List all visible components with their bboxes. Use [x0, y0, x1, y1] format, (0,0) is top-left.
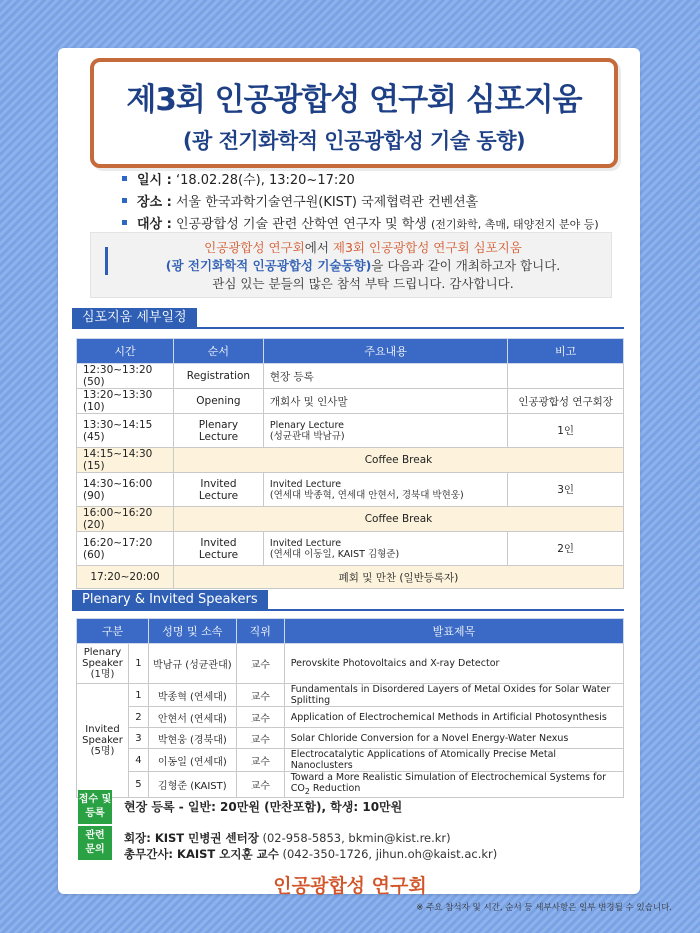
row-content-line2: (연세대 박종혁, 연세대 안현서, 경북대 박현웅)	[269, 489, 464, 501]
row-time: 12:30~13:20 (50)	[77, 364, 174, 389]
row-note	[508, 364, 624, 389]
speaker-position: 교수	[236, 644, 284, 684]
table-row	[77, 566, 624, 589]
table-row	[77, 684, 624, 707]
info-date-value: ‘18.02.28(수), 13:20~17:20	[171, 173, 355, 188]
row-content-line2: (성균관대 박남규)	[269, 430, 345, 442]
notice-topic: (광 전기화학적 인공광합성 기술동향)	[165, 258, 372, 273]
table-row	[77, 414, 624, 448]
page-title: 제3회 인공광합성 연구회 심포지움	[126, 82, 582, 118]
col-order: 순서	[173, 339, 263, 364]
notice-part2: 을 다음과 같이 개최하고자 합니다.	[371, 258, 561, 273]
speaker-title	[284, 772, 623, 798]
contact-secretary-info: (042-350-1726, jihun.oh@kaist.ac.kr)	[278, 847, 498, 861]
table-row	[77, 448, 624, 473]
row-content-line1: Invited Lecture	[269, 478, 342, 490]
table-row	[77, 728, 624, 749]
row-content: 현장 등록	[263, 364, 507, 389]
schedule-table	[76, 338, 624, 589]
col-group: 구분	[77, 619, 149, 644]
row-content-line1: Plenary Lecture	[269, 419, 344, 431]
col-time: 시간	[77, 339, 174, 364]
notice-box	[90, 232, 612, 298]
info-target-label: 대상 :	[137, 217, 172, 232]
fee-text: 현장 등록 - 일반: 20만원 (만찬포함), 학생: 10만원	[124, 800, 403, 814]
info-place-value: 서울 한국과학기술연구원(KIST) 국제협력관 컨벤션홀	[171, 195, 479, 210]
row-time: 17:20~20:00	[77, 566, 174, 589]
bullet-icon	[122, 176, 127, 181]
contact-tag-line1: 관련	[85, 830, 105, 841]
row-note: 1인	[508, 414, 624, 448]
notice-org: 인공광합성 연구회	[204, 240, 305, 255]
col-name: 성명 및 소속	[148, 619, 236, 644]
notice-text	[115, 239, 611, 293]
speaker-no: 3	[128, 728, 148, 749]
info-date-label: 일시 :	[137, 173, 172, 188]
table-row	[77, 749, 624, 772]
speaker-title-main: Toward a More Realistic Simulation of Electrochemical Systems for CO	[290, 772, 607, 794]
speaker-title-end: Reduction	[309, 783, 361, 794]
row-content-line2: (연세대 이동일, KAIST 김형준)	[269, 548, 400, 560]
row-time: 13:30~14:15 (45)	[77, 414, 174, 448]
speakers-section-label: Plenary & Invited Speakers	[72, 590, 268, 610]
speaker-no: 1	[128, 684, 148, 707]
table-row	[77, 389, 624, 414]
row-content	[263, 532, 507, 566]
row-time: 16:00~16:20 (20)	[77, 507, 174, 532]
info-target-note: (전기화학, 촉매, 태양전지 분야 등)	[430, 218, 599, 231]
col-note: 비고	[508, 339, 624, 364]
table-row	[77, 532, 624, 566]
speaker-name: 이동일 (연세대)	[148, 749, 236, 772]
row-order: Registration	[173, 364, 263, 389]
contact-chair: 회장: KIST 민병권 센터장	[124, 831, 259, 845]
row-order: Plenary Lecture	[173, 414, 263, 448]
contact-tag	[78, 826, 112, 860]
speaker-name: 안현서 (연세대)	[148, 707, 236, 728]
speaker-title: Solar Chloride Conversion for a Novel Energy-Water Nexus	[284, 728, 623, 749]
row-order: Invited Lecture	[173, 532, 263, 566]
speaker-title: Electrocatalytic Applications of Atomically Precise Metal Nanoclusters	[284, 749, 623, 772]
col-position: 직위	[236, 619, 284, 644]
row-order: Opening	[173, 389, 263, 414]
row-content	[263, 473, 507, 507]
row-note: 2인	[508, 532, 624, 566]
notice-line3: 관심 있는 분들의 많은 참석 부탁 드립니다. 감사합니다.	[212, 276, 514, 291]
row-note: 인공광합성 연구회장	[508, 389, 624, 414]
table-row	[77, 473, 624, 507]
row-span: Coffee Break	[173, 507, 623, 532]
table-row	[77, 772, 624, 798]
table-row	[77, 707, 624, 728]
speaker-position: 교수	[236, 772, 284, 798]
fee-tag-line1: 접수 및	[78, 794, 112, 805]
notice-bar	[105, 247, 108, 275]
footnote: ※ 주요 참석자 및 시간, 순서 등 세부사항은 일부 변경될 수 있습니다.	[416, 903, 672, 913]
table-row	[77, 507, 624, 532]
speaker-position: 교수	[236, 728, 284, 749]
row-time: 13:20~13:30 (10)	[77, 389, 174, 414]
speaker-no: 1	[128, 644, 148, 684]
speakers-table	[76, 618, 624, 798]
speaker-name: 김형준 (KAIST)	[148, 772, 236, 798]
info-place	[122, 192, 599, 214]
schedule-section-line	[72, 327, 624, 329]
info-target-value: 인공광합성 기술 관련 산학연 연구자 및 학생	[171, 217, 431, 232]
event-info	[122, 170, 599, 236]
col-content: 주요내용	[263, 339, 507, 364]
row-content	[263, 414, 507, 448]
speaker-title: Fundamentals in Disordered Layers of Metal Oxides for Solar Water Splitting	[284, 684, 623, 707]
speaker-position: 교수	[236, 684, 284, 707]
bullet-icon	[122, 198, 127, 203]
col-title: 발표제목	[284, 619, 623, 644]
title-box	[90, 58, 618, 168]
contact-text	[124, 830, 497, 862]
row-note: 3인	[508, 473, 624, 507]
row-time: 16:20~17:20 (60)	[77, 532, 174, 566]
fee-tag	[78, 790, 112, 824]
table-row	[77, 644, 624, 684]
row-span: Coffee Break	[173, 448, 623, 473]
speaker-position: 교수	[236, 749, 284, 772]
notice-event: 제3회 인공광합성 연구회 심포지움	[332, 240, 522, 255]
bullet-icon	[122, 220, 127, 225]
speaker-name: 박종혁 (연세대)	[148, 684, 236, 707]
info-date	[122, 170, 599, 192]
speaker-position: 교수	[236, 707, 284, 728]
contact-secretary: 총무간사: KAIST 오지훈 교수	[124, 847, 279, 861]
schedule-header-row	[77, 339, 624, 364]
page-subtitle: (광 전기화학적 인공광합성 기술 동향)	[182, 129, 526, 153]
row-time: 14:15~14:30 (15)	[77, 448, 174, 473]
row-span: 폐회 및 만찬 (일반등록자)	[173, 566, 623, 589]
speakers-section-line	[72, 609, 624, 611]
speaker-name: 박남규 (성균관대)	[148, 644, 236, 684]
row-content-line1: Invited Lecture	[269, 537, 342, 549]
notice-part1: 에서	[304, 240, 333, 255]
speaker-title: Perovskite Photovoltaics and X-ray Detector	[284, 644, 623, 684]
fee-tag-line2: 등록	[85, 808, 105, 819]
table-row	[77, 364, 624, 389]
schedule-section-label: 심포지움 세부일정	[72, 308, 197, 328]
speakers-header-row	[77, 619, 624, 644]
contact-chair-info: (02-958-5853, bkmin@kist.re.kr)	[258, 831, 451, 845]
speaker-title: Application of Electrochemical Methods in Artificial Photosynthesis	[284, 707, 623, 728]
row-time: 14:30~16:00 (90)	[77, 473, 174, 507]
info-place-label: 장소 :	[137, 195, 172, 210]
row-content: 개회사 및 인사말	[263, 389, 507, 414]
group-invited: Invited Speaker (5명)	[77, 684, 129, 798]
speaker-no: 5	[128, 772, 148, 798]
speaker-no: 4	[128, 749, 148, 772]
speaker-title-subscript: 2	[304, 786, 310, 796]
footer-org: 인공광합성 연구회	[273, 875, 427, 897]
group-plenary: Plenary Speaker (1명)	[77, 644, 129, 684]
speaker-no: 2	[128, 707, 148, 728]
row-order: Invited Lecture	[173, 473, 263, 507]
speaker-name: 박현웅 (경북대)	[148, 728, 236, 749]
contact-tag-line2: 문의	[85, 844, 105, 855]
